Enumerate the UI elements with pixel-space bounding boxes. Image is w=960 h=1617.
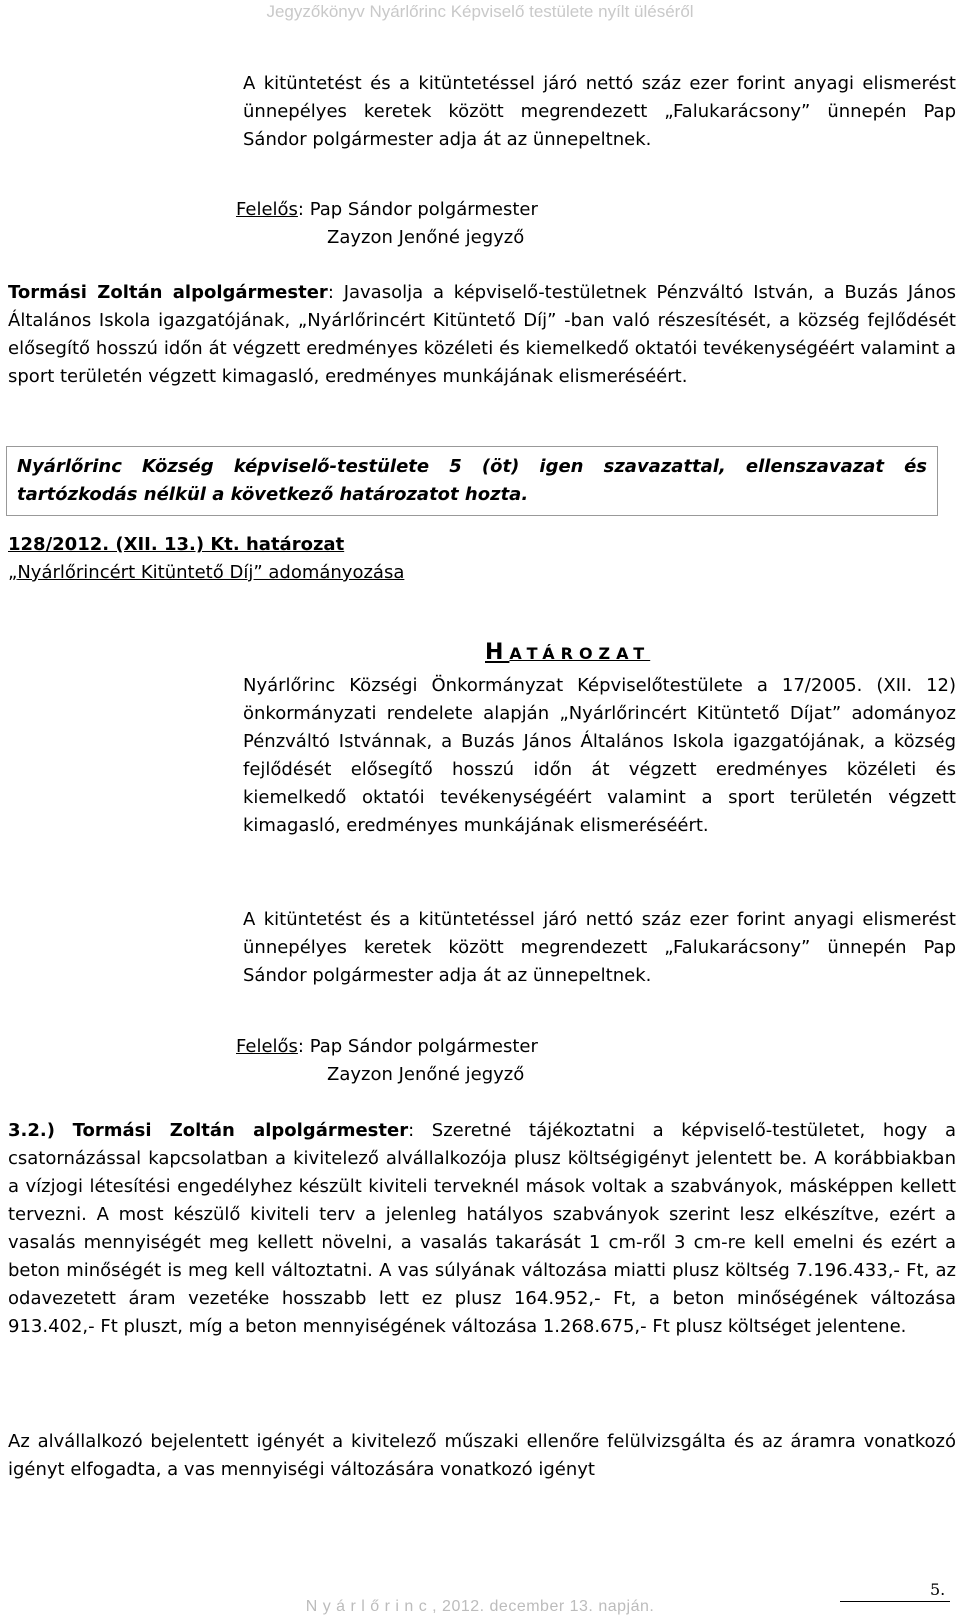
resolution-title xyxy=(8,531,404,587)
resolution-subject-quote: „ xyxy=(8,562,18,583)
vote-result-box xyxy=(6,446,938,516)
resolution-heading-rest: ATÁROZAT xyxy=(509,644,651,663)
section-speaker: Tormási Zoltán alpolgármester xyxy=(72,1120,409,1141)
section-text: : Szeretné tájékoztatni a képviselő-testületet, hogy a csatornázással kapcsolatban a kivitelező alvállalkozója plusz költségigényt jelentett be. A korábbiakban a vízjogi létesítési engedélyhez készült kiviteli terveknél mások voltak a szabványok, másképpen kellett tervezni. A most készülő kiviteli terv a jelenleg hatályos szabványok szerint lesz elkészítve, ezért a vasalás mennyiségét meg kellett növelni, a vasalás takarását 1 cm-ről 3 cm-re kell emelni és ezért a beton minőségét is meg kell változtatni. A vas súlyának változása miatti plusz költség 7.196.433,- Ft, az odavezetett áram vezetéke hosszabb lett ez plusz 164.952,- Ft, a beton minőségének változása 913.402,- Ft pluszt, míg a beton mennyiségének változása 1.268.675,- Ft plusz költséget jelentene. xyxy=(8,1120,956,1337)
award-paragraph-resolution: A kitüntetést és a kitüntetéssel járó nettó száz ezer forint anyagi elismerést ünnepélyes keretek között megrendezett „Falukarácsony” ünnepén Pap Sándor polgármester adja át az ünnepeltnek. xyxy=(243,909,956,986)
resolution-heading xyxy=(485,640,650,665)
responsible-label: Felelős xyxy=(236,1036,298,1057)
resolution-subject-text: Nyárlőrincért Kitüntető Díj” adományozása xyxy=(17,562,405,583)
resolution-number: 128/2012. (XII. 13.) Kt. határozat xyxy=(8,534,345,555)
award-paragraph-top: A kitüntetést és a kitüntetéssel járó nettó száz ezer forint anyagi elismerést ünnepélyes keretek között megrendezett „Falukarácsony” ünnepén Pap Sándor polgármester adja át az ünnepeltnek. xyxy=(243,73,956,150)
resolution-body: Nyárlőrinc Községi Önkormányzat Képviselőtestülete a 17/2005. (XII. 12) önkormányzati rendelete alapján „Nyárlőrincért Kitüntető Díjat” adományoz Pénzváltó Istvánnak, a Buzás János Általános Iskola igazgatójának, a község fejlődését elősegítő hosszú időn át végzett eredményes közéleti és kiemelkedő oktatói tevékenységéért valamint a sport területén végzett kimagasló, eredményes munkájának elismeréséért. xyxy=(243,675,956,836)
resolution-heading-initial: H xyxy=(485,640,510,665)
responsible-notary: Zayzon Jenőné jegyző xyxy=(327,1064,525,1085)
vote-result-text: Nyárlőrinc Község képviselő-testülete 5 (öt) igen szavazattal, ellenszavazat és tartózkodás nélkül a következő határozatot hozta. xyxy=(17,456,927,505)
section-number: 3.2.) xyxy=(8,1120,55,1141)
proposal-text: : Javasolja a képviselő-testületnek Pénzváltó István, a Buzás János Általános Iskola igazgatójának, „Nyárlőrincért Kitüntető Díj” -ban való részesítését, a község fejlődését elősegítő hosszú időn át végzett eredményes közéleti és kiemelkedő oktatói tevékenységéért valamint a sport területén végzett kimagasló, eredményes munkájának elismeréséért. xyxy=(8,282,956,387)
section-3-2-paragraph xyxy=(8,1117,956,1341)
page-header: Jegyzőkönyv Nyárlőrinc Képviselő testülete nyílt üléséről xyxy=(266,2,694,21)
responsible-block-top xyxy=(236,196,538,252)
proposal-paragraph xyxy=(8,279,956,391)
responsible-notary: Zayzon Jenőné jegyző xyxy=(327,227,525,248)
responsible-mayor: : Pap Sándor polgármester xyxy=(297,1036,538,1057)
page-number: 5. xyxy=(930,1580,946,1599)
responsible-mayor: : Pap Sándor polgármester xyxy=(297,199,538,220)
responsible-block-bottom xyxy=(236,1033,538,1089)
page-footer: N y á r l ő r i n c , 2012. december 13. napján. xyxy=(305,1598,655,1615)
resolution-subject xyxy=(8,559,404,587)
proposal-speaker: Tormási Zoltán alpolgármester xyxy=(8,282,328,303)
closing-paragraph: Az alvállalkozó bejelentett igényét a kivitelező műszaki ellenőre felülvizsgálta és az áramra vonatkozó igényt elfogadta, a vas mennyiségi változására vonatkozó igényt xyxy=(8,1431,956,1480)
responsible-label: Felelős xyxy=(236,199,298,220)
